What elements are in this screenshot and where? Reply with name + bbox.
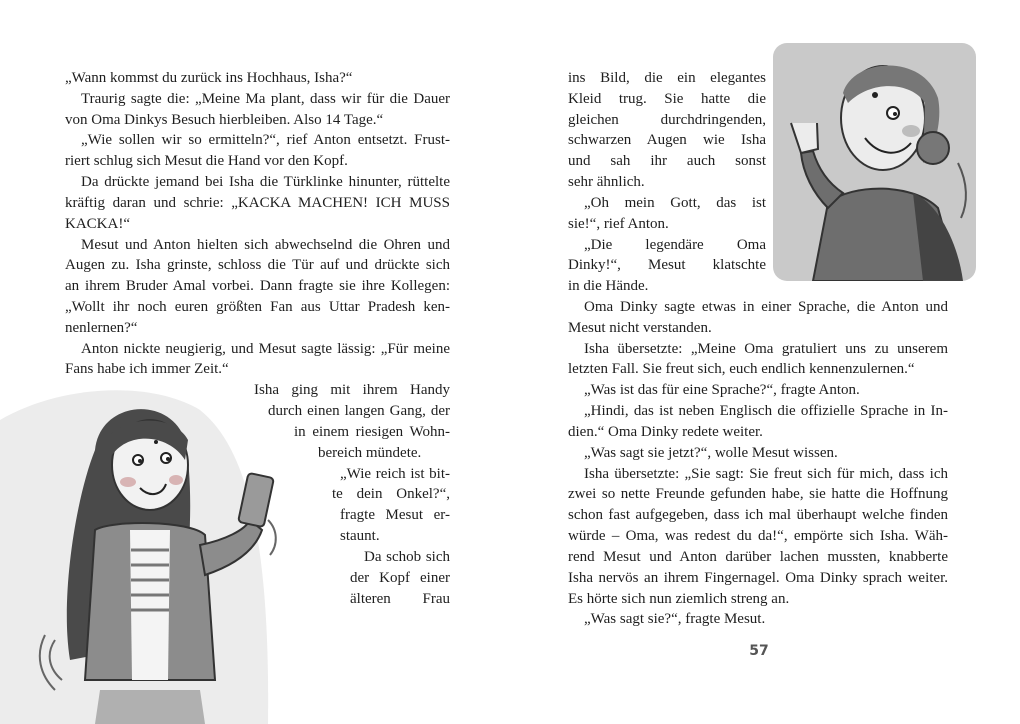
right-page-text-line: Dinky!“, Mesut klatschte <box>568 257 766 274</box>
left-page-text-line: in einem riesigen Wohn- <box>294 423 450 440</box>
right-page-text-line: dien.“ Oma Dinky redete weiter. <box>568 423 763 440</box>
left-page-text-line: Anton nickte neugierig, und Mesut sagte lässig: „Für meine <box>81 340 450 357</box>
right-page-text-line: sie!“, rief Anton. <box>568 215 669 232</box>
page-number: 57 <box>749 643 769 659</box>
right-page-text-line: „Was ist das für eine Sprache?“, fragte Anton. <box>584 382 860 399</box>
right-page-text-line: Es hörte sich nun ziemlich streng an. <box>568 590 790 607</box>
right-page-text-line: letzten Fall. Sie freut sich, euch endlich kennenzulernen.“ <box>568 361 915 378</box>
right-page-text-line: gleichen durchdringenden, <box>568 111 766 128</box>
right-page-text-line: „Was sagt sie?“, fragte Mesut. <box>584 611 766 628</box>
right-page-text-line: Isha übersetzte: „Meine Oma gratuliert uns zu unserem <box>584 340 948 357</box>
left-page-text-line: von Oma Dinkys Besuch hierbleiben. Also 14 Tage.“ <box>65 111 384 128</box>
right-page-text-line: „Was sagt sie jetzt?“, wolle Mesut wissen. <box>584 444 838 461</box>
left-page-text-line: bereich mündete. <box>318 444 422 461</box>
right-page-text-line: rend Mesut und Anton darüber lachen mussten, knabberte <box>568 548 948 565</box>
left-page-text-line: nenlernen?“ <box>65 319 138 336</box>
left-page-text-line: KACKA!“ <box>65 215 130 232</box>
left-page-text-line: an ihrem Bruder Amal vorbei. Dann fragte sie ihre Kollegen: <box>65 278 450 295</box>
right-page-text-line: würde – Oma, was redest du da!“, empörte sich Isha. Wäh- <box>568 528 948 545</box>
right-page-text-line: schwarzen Augen wie Isha <box>568 132 766 149</box>
grandmother-illustration <box>773 43 976 281</box>
left-page-text-line: Traurig sagte die: „Meine Ma plant, dass wir für die Dauer <box>81 90 450 107</box>
right-page-text-line: zwei so nette Freunde gefunden habe, sie hatte die Hoffnung <box>568 486 948 503</box>
left-page-text-line: „Wann kommst du zurück ins Hochhaus, Isha?“ <box>65 70 353 86</box>
left-page-text-line: „Wie reich ist bit- <box>340 465 450 482</box>
left-page-text-line: Fans habe ich immer Zeit.“ <box>65 361 229 378</box>
right-page-text-line: ins Bild, die ein elegantes <box>568 70 766 86</box>
right-page-text-line: Isha übersetzte: „Sie sagt: Sie freut sich für mich, dass ich <box>584 465 948 482</box>
left-page-text-line: durch einen langen Gang, der <box>268 403 450 420</box>
left-page-text-line: Da drückte jemand bei Isha die Türklinke hinunter, rüttelte <box>81 174 450 191</box>
left-page-text-line: kräftig daran und schrie: „KACKA MACHEN! ICH MUSS <box>65 194 450 211</box>
right-page-text-line: „Oh mein Gott, das ist <box>584 194 766 211</box>
left-page-text-line: Augen zu. Isha grinste, schloss die Tür auf und drückte sich <box>65 257 450 274</box>
girl-illustration <box>0 380 300 724</box>
left-page-text-line: Mesut und Anton hielten sich abwechselnd die Ohren und <box>81 236 450 253</box>
left-page-text-line: te dein Onkel?“, <box>332 486 450 503</box>
right-page-text-line: schon fast aufgegeben, dass ich mal überhaupt welche finden <box>568 507 948 524</box>
left-page-text-line: der Kopf einer <box>350 569 450 586</box>
left-page-text-line: Da schob sich <box>364 548 450 565</box>
right-page-text-line: Isha nervös an ihrem Fingernagel. Oma Dinky sprach weiter. <box>568 569 948 586</box>
left-page-text-line: „Wie sollen wir so ermitteln?“, rief Anton entsetzt. Frust- <box>81 132 450 149</box>
right-page-text-line: Mesut nicht verstanden. <box>568 319 712 336</box>
left-page-text-line: Isha ging mit ihrem Handy <box>254 382 450 399</box>
left-page-text-line: fragte Mesut er- <box>340 507 450 524</box>
right-page-text-line: sehr ähnlich. <box>568 174 645 191</box>
right-page-text-line: Oma Dinky sagte etwas in einer Sprache, die Anton und <box>584 299 948 316</box>
left-page-text-line: staunt. <box>340 528 380 545</box>
left-page-text-line: älteren Frau <box>350 590 450 607</box>
left-page-text-line: „Wollt ihr noch euren größten Fan aus Uttar Pradesh ken- <box>65 299 450 316</box>
right-page-text-line: in die Hände. <box>568 278 649 295</box>
right-page-text-line: „Hindi, das ist neben Englisch die offizielle Sprache in In- <box>584 403 948 420</box>
right-page-text-line: „Die legendäre Oma <box>584 236 766 253</box>
left-page-text-line: riert schlug sich Mesut die Hand vor den Kopf. <box>65 153 348 170</box>
right-page-text-line: und sah ihr auch sonst <box>568 153 766 170</box>
right-page-text-line: Kleid trug. Sie hatte die <box>568 90 766 107</box>
